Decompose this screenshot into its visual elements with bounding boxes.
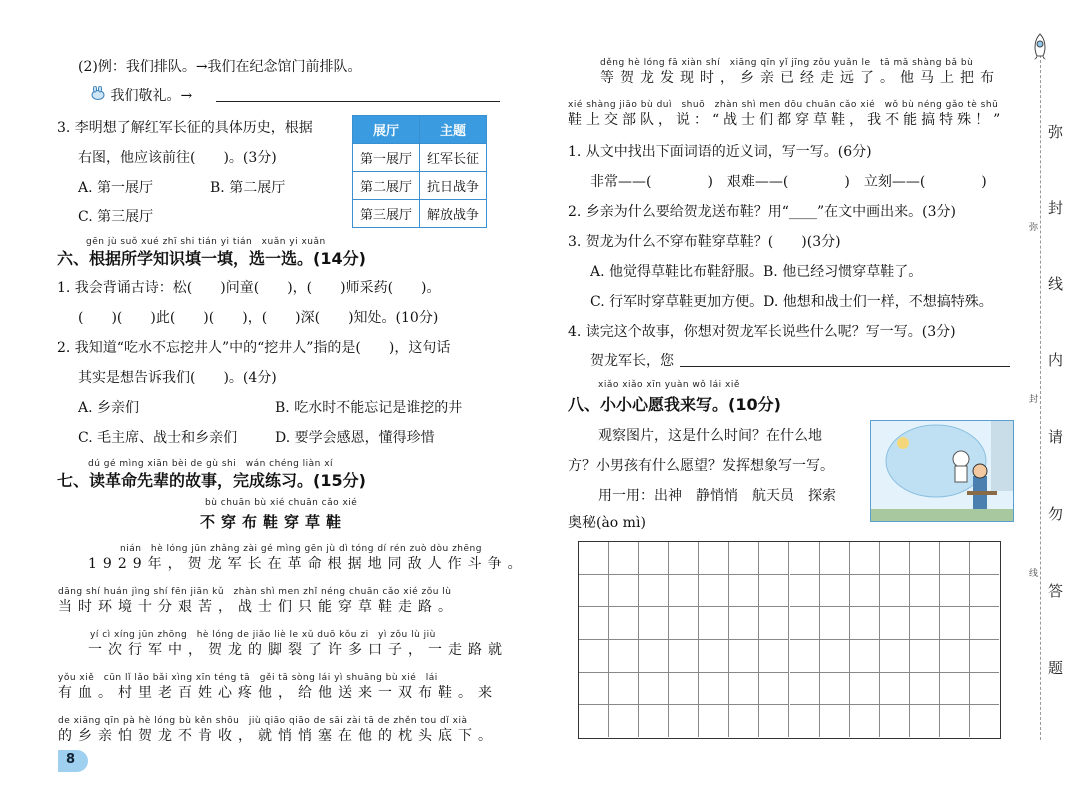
seal-small-3: 线 xyxy=(1029,569,1039,579)
section-8-line4: 奥秘(ào mì) xyxy=(568,515,646,531)
grid-cell[interactable] xyxy=(940,640,970,673)
grid-cell[interactable] xyxy=(639,542,669,575)
right-question-3: 3. 贺龙为什么不穿布鞋穿草鞋？( )(3分) xyxy=(568,234,841,250)
grid-cell[interactable] xyxy=(579,640,609,673)
story-line-2: 当时环境十分艰苦，战士们只能穿草鞋走路。 xyxy=(58,599,458,615)
grid-cell[interactable] xyxy=(910,673,940,706)
grid-cell[interactable] xyxy=(699,607,729,640)
section-8-pinyin: xiǎo xiǎo xīn yuàn wǒ lái xiě xyxy=(598,380,740,390)
grid-cell[interactable] xyxy=(880,542,910,575)
story-pinyin-3: yí cì xíng jūn zhōng hè lóng de jiǎo liè le xǔ duō kǒu zi yì zǒu lù jiù xyxy=(90,630,436,640)
table-row xyxy=(353,144,487,172)
section-8-line3: 用一用：出神 静悄悄 航天员 探索 xyxy=(598,488,836,504)
grid-cell[interactable] xyxy=(820,607,850,640)
grid-cell[interactable] xyxy=(669,575,699,608)
seal-char-3: 线 xyxy=(1048,275,1064,293)
example-sentence-2: (2)例：我们排队。→我们在纪念馆门前排队。 xyxy=(78,59,362,75)
grid-cell[interactable] xyxy=(669,607,699,640)
story-cont-line-2: 鞋上交部队，说：“战士们都穿草鞋，我不能搞特殊！” xyxy=(568,112,1005,128)
table-cell: 第二展厅 xyxy=(353,172,420,200)
table-row xyxy=(353,200,487,228)
grid-cell[interactable] xyxy=(609,640,639,673)
table-cell: 抗日战争 xyxy=(420,172,487,200)
question-3-option-c[interactable]: C. 第三展厅 xyxy=(78,209,154,225)
seal-char-5: 请 xyxy=(1048,428,1064,446)
grid-cell[interactable] xyxy=(850,640,880,673)
grid-cell[interactable] xyxy=(579,542,609,575)
grid-cell[interactable] xyxy=(970,640,999,673)
grid-cell[interactable] xyxy=(759,575,789,608)
grid-cell[interactable] xyxy=(669,705,699,737)
question-6-2-option-c[interactable]: C. 毛主席、战士和乡亲们 xyxy=(78,430,238,446)
grid-cell[interactable] xyxy=(850,673,880,706)
exhibition-hall-table xyxy=(352,115,487,228)
story-cont-pinyin-1: děng hè lóng fā xiàn shí xiāng qīn yǐ jīng zǒu yuǎn le tā mǎ shàng bǎ bù xyxy=(600,58,974,68)
grid-cell[interactable] xyxy=(820,575,850,608)
right-question-3-options-ab[interactable]: A. 他觉得草鞋比布鞋舒服。B. 他已经习惯穿草鞋了。 xyxy=(590,264,923,280)
seal-char-8: 题 xyxy=(1048,659,1064,677)
grid-cell[interactable] xyxy=(850,575,880,608)
table-header-theme: 主题 xyxy=(420,116,487,144)
grid-cell[interactable] xyxy=(609,575,639,608)
grid-cell[interactable] xyxy=(940,673,970,706)
table-header-hall: 展厅 xyxy=(353,116,420,144)
seal-char-2: 封 xyxy=(1048,199,1064,217)
grid-cell[interactable] xyxy=(850,542,880,575)
grid-cell[interactable] xyxy=(669,673,699,706)
grid-cell[interactable] xyxy=(669,542,699,575)
seal-dashed-line xyxy=(1040,50,1041,740)
grid-cell[interactable] xyxy=(759,673,789,706)
grid-cell[interactable] xyxy=(759,705,789,737)
question-3-option-b[interactable]: B. 第二展厅 xyxy=(210,180,286,196)
illustration-boy-dream xyxy=(870,420,1014,522)
question-6-1-line2: ( )( )此( )( )，( )深( )知处。(10分) xyxy=(78,310,439,326)
grid-cell[interactable] xyxy=(639,607,669,640)
grid-cell[interactable] xyxy=(940,575,970,608)
grid-cell[interactable] xyxy=(940,705,970,737)
question-6-2-line2: 其实是想告诉我们( )。(4分) xyxy=(78,370,277,386)
grid-cell[interactable] xyxy=(880,640,910,673)
page-number: 8 xyxy=(66,752,76,767)
grid-cell[interactable] xyxy=(609,673,639,706)
grid-cell[interactable] xyxy=(910,575,940,608)
seal-char-6: 勿 xyxy=(1048,505,1064,523)
seal-char-7: 答 xyxy=(1048,582,1064,600)
question-3-line1: 3. 李明想了解红军长征的具体历史，根据 xyxy=(57,120,313,136)
grid-cell[interactable] xyxy=(790,607,820,640)
section-8-line2: 方？小男孩有什么愿望？发挥想象写一写。 xyxy=(568,458,834,474)
grid-cell[interactable] xyxy=(699,673,729,706)
grid-cell[interactable] xyxy=(790,640,820,673)
story-line-3: 一次行军中，贺龙的脚裂了许多口子，一走路就 xyxy=(88,642,508,658)
grid-cell[interactable] xyxy=(880,673,910,706)
grid-cell[interactable] xyxy=(759,542,789,575)
right-question-2: 2. 乡亲为什么要给贺龙送布鞋？用“____”在文中画出来。(3分) xyxy=(568,204,956,220)
grid-cell[interactable] xyxy=(699,542,729,575)
grid-cell[interactable] xyxy=(609,607,639,640)
grid-cell[interactable] xyxy=(970,705,999,737)
grid-cell[interactable] xyxy=(970,607,999,640)
question-6-2-option-a[interactable]: A. 乡亲们 xyxy=(78,400,140,416)
section-7-title: 七、读革命先辈的故事，完成练习。(15分) xyxy=(57,471,366,490)
grid-cell[interactable] xyxy=(910,542,940,575)
right-question-4-start: 贺龙军长，您 xyxy=(590,353,674,369)
grid-cell[interactable] xyxy=(970,575,999,608)
grid-cell[interactable] xyxy=(729,640,759,673)
right-question-4: 4. 读完这个故事，你想对贺龙军长说些什么呢？写一写。(3分) xyxy=(568,324,956,340)
question-6-2-option-d[interactable]: D. 要学会感恩，懂得珍惜 xyxy=(275,430,435,446)
grid-cell[interactable] xyxy=(790,575,820,608)
grid-cell[interactable] xyxy=(880,607,910,640)
right-question-3-options-cd[interactable]: C. 行军时穿草鞋更加方便。D. 他想和战士们一样，不想搞特殊。 xyxy=(590,294,993,310)
section-8-line1: 观察图片，这是什么时间？在什么地 xyxy=(598,428,822,444)
grid-cell[interactable] xyxy=(790,705,820,737)
grid-cell[interactable] xyxy=(880,575,910,608)
grid-cell[interactable] xyxy=(639,705,669,737)
table-row xyxy=(353,172,487,200)
grid-cell[interactable] xyxy=(910,607,940,640)
grid-cell[interactable] xyxy=(820,705,850,737)
grid-cell[interactable] xyxy=(729,673,759,706)
grid-cell[interactable] xyxy=(970,542,999,575)
grid-cell[interactable] xyxy=(820,673,850,706)
grid-cell[interactable] xyxy=(729,542,759,575)
story-line-5: 的乡亲怕贺龙不肯收，就悄悄塞在他的枕头底下。 xyxy=(58,728,498,744)
grid-cell[interactable] xyxy=(759,640,789,673)
grid-cell[interactable] xyxy=(850,705,880,737)
grid-cell[interactable] xyxy=(729,575,759,608)
story-cont-pinyin-2: xié shàng jiāo bù duì shuō zhàn shì men dōu chuān cǎo xié wǒ bù néng gǎo tè shū xyxy=(568,100,999,110)
question-3-line2: 右图，他应该前往( )。(3分) xyxy=(78,150,277,166)
right-question-1-words[interactable]: 非常——( ) 艰难——( ) 立刻——( ) xyxy=(590,174,987,190)
seal-small-1: 弥 xyxy=(1029,223,1039,233)
grid-cell[interactable] xyxy=(790,673,820,706)
story-line-1: 1929年，贺龙军长在革命根据地同敌人作斗争。 xyxy=(88,556,528,572)
writing-grid[interactable] xyxy=(578,541,1001,739)
grid-cell[interactable] xyxy=(759,607,789,640)
story-pinyin-5: de xiāng qīn pà hè lóng bù kěn shōu jiù qiāo qiāo de sāi zài tā de zhěn tou dǐ xià xyxy=(58,716,468,726)
section-8-title: 八、小小心愿我来写。(10分) xyxy=(568,395,781,414)
example-sentence-2b-text: 我们敬礼。→ xyxy=(110,88,193,104)
grid-cell[interactable] xyxy=(820,640,850,673)
grid-cell[interactable] xyxy=(729,607,759,640)
example-sentence-2b xyxy=(90,85,192,105)
grid-cell[interactable] xyxy=(790,542,820,575)
question-3-option-a[interactable]: A. 第一展厅 xyxy=(78,180,154,196)
right-question-1: 1. 从文中找出下面词语的近义词，写一写。(6分) xyxy=(568,144,872,160)
grid-cell[interactable] xyxy=(579,607,609,640)
answer-line-ex2[interactable] xyxy=(216,101,500,102)
question-6-2-option-b[interactable]: B. 吃水时不能忘记是谁挖的井 xyxy=(275,400,463,416)
section-7-pinyin: dú gé mìng xiān bèi de gù shi wán chéng liàn xí xyxy=(88,459,334,469)
grid-cell[interactable] xyxy=(639,640,669,673)
grid-cell[interactable] xyxy=(729,705,759,737)
grid-cell[interactable] xyxy=(850,607,880,640)
grid-cell[interactable] xyxy=(699,640,729,673)
grid-cell[interactable] xyxy=(880,705,910,737)
story-cont-line-1: 等贺龙发现时，乡亲已经走远了。他马上把布 xyxy=(600,70,1000,86)
grid-cell[interactable] xyxy=(579,705,609,737)
story-pinyin-4: yǒu xiě cūn lǐ lǎo bǎi xìng xīn téng tā gěi tā sòng lái yì shuāng bù xié lái xyxy=(58,673,438,683)
grid-cell[interactable] xyxy=(609,542,639,575)
grid-cell[interactable] xyxy=(910,705,940,737)
table-cell: 第三展厅 xyxy=(353,200,420,228)
seal-char-1: 弥 xyxy=(1048,123,1064,141)
grid-cell[interactable] xyxy=(820,542,850,575)
table-cell: 红军长征 xyxy=(420,144,487,172)
grid-cell[interactable] xyxy=(940,607,970,640)
grid-cell[interactable] xyxy=(669,640,699,673)
story-title: 不穿布鞋穿草鞋 xyxy=(200,513,348,531)
table-cell: 解放战争 xyxy=(420,200,487,228)
seal-char-4: 内 xyxy=(1048,351,1064,369)
answer-line-q4[interactable] xyxy=(680,366,1010,367)
question-6-1-line1: 1. 我会背诵古诗：松( )问童( )，( )师采药( )。 xyxy=(57,280,441,296)
rocket-icon xyxy=(1028,32,1052,66)
grid-cell[interactable] xyxy=(579,673,609,706)
grid-cell[interactable] xyxy=(970,673,999,706)
section-6-pinyin: gēn jù suǒ xué zhī shi tián yi tián xuǎn yi xuǎn xyxy=(86,237,326,247)
story-line-4: 有血。村里老百姓心疼他，给他送来一双布鞋。来 xyxy=(58,685,498,701)
grid-cell[interactable] xyxy=(940,542,970,575)
grid-cell[interactable] xyxy=(609,705,639,737)
grid-cell[interactable] xyxy=(699,575,729,608)
grid-cell[interactable] xyxy=(699,705,729,737)
story-pinyin-2: dāng shí huán jìng shí fēn jiān kǔ zhàn shì men zhǐ néng chuān cǎo xié zǒu lù xyxy=(58,587,452,597)
rabbit-icon xyxy=(90,86,106,100)
grid-cell[interactable] xyxy=(639,673,669,706)
grid-cell[interactable] xyxy=(910,640,940,673)
question-6-2-line1: 2. 我知道“吃水不忘挖井人”中的“挖井人”指的是( )，这句话 xyxy=(57,340,451,356)
seal-small-2: 封 xyxy=(1029,395,1039,405)
table-cell: 第一展厅 xyxy=(353,144,420,172)
story-pinyin-1: nián hè lóng jūn zhǎng zài gé mìng gēn jù dì tóng dí rén zuò dòu zhēng xyxy=(120,544,482,554)
section-6-title: 六、根据所学知识填一填，选一选。(14分) xyxy=(57,249,366,268)
grid-cell[interactable] xyxy=(639,575,669,608)
story-title-pinyin: bù chuān bù xié chuān cǎo xié xyxy=(205,498,358,508)
grid-cell[interactable] xyxy=(579,575,609,608)
